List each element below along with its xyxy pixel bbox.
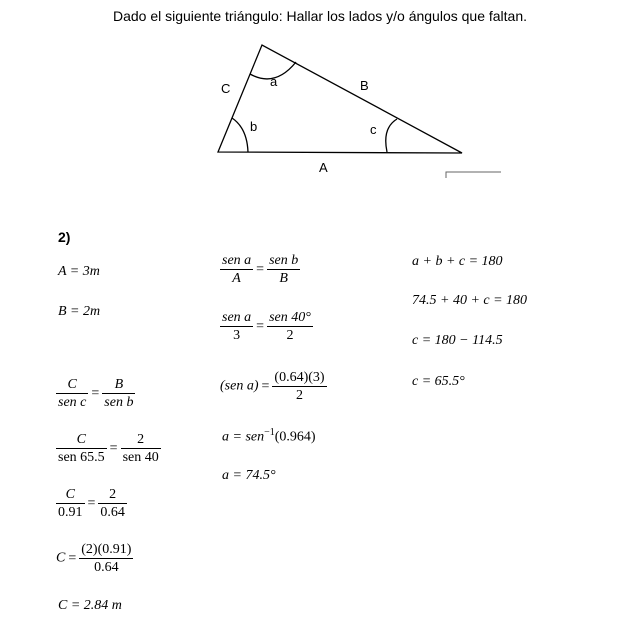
problem-title: Dado el siguiente triángulo: Hallar los lados y/o ángulos que faltan. — [112, 8, 528, 24]
substitution-a: $\frac{\text{sen a}}{3}$ = $\frac{\text{sen 40°}}{2}$ — [222, 310, 311, 343]
angle-label-a: a — [270, 74, 278, 89]
angle-c-arc — [386, 119, 397, 152]
result-C: C = 2.84 m — [58, 598, 122, 613]
angle-c-solve: c = 180 − 114.5 — [412, 333, 503, 348]
angle-sum-equation: a + b + c = 180 — [412, 254, 503, 269]
law-of-sines-a: $\frac{\text{sen a}}{A}$ = $\frac{\text{sen b}}{B}$ — [222, 253, 299, 286]
inverse-sine-a: a = sen$^{-1}$(0.964) — [222, 427, 316, 445]
triangle-shape — [218, 45, 462, 153]
result-a: a = 74.5° — [222, 468, 276, 483]
section-number: 2) — [58, 229, 71, 245]
substitution-C: $\frac{C}{\text{sen 65.5}}$ = $\frac{2}{\text{sen 40}}$ — [58, 432, 159, 465]
angle-label-c: c — [370, 122, 377, 137]
given-side-B: B = 2m — [58, 304, 101, 319]
angle-b-arc — [232, 118, 248, 152]
corner-mark — [446, 172, 501, 178]
given-side-A: A = 3m — [58, 264, 100, 279]
angle-label-b: b — [250, 119, 258, 134]
numeric-C: $\frac{C}{0.91}$ = $\frac{2}{0.64}$ — [58, 487, 125, 520]
law-of-sines-C: $\frac{C}{\text{sen c}}$ = $\frac{B}{\text{sen b}}$ — [58, 377, 134, 410]
side-label-A: A — [319, 160, 328, 175]
angle-sum-substitution: 74.5 + 40 + c = 180 — [412, 293, 528, 308]
side-label-B: B — [360, 78, 369, 93]
solve-sen-a: (sen a) = $\frac{(0.64)(3)}{2}$ — [220, 370, 325, 403]
solve-C: C = $\frac{(2)(0.91)}{0.64}$ — [56, 542, 132, 575]
triangle-diagram — [0, 0, 640, 200]
result-c: c = 65.5° — [412, 374, 465, 389]
side-label-C: C — [221, 81, 231, 96]
